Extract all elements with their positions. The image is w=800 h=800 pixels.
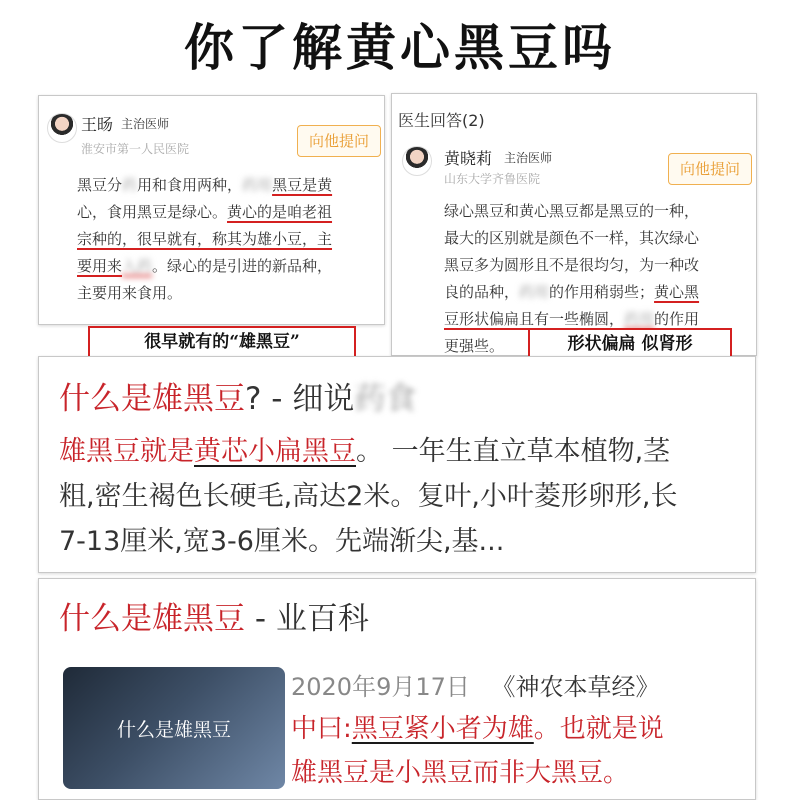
doctor-answer-card-right <box>391 93 757 356</box>
caption-left: 很早就有的“雄黑豆” <box>88 326 356 358</box>
answer-line: 宗种的，很早就有，称其为雄小豆，主 <box>77 230 333 248</box>
doctor-hospital: 淮安市第一人民医院 <box>81 142 190 156</box>
search-result-card-1[interactable] <box>38 356 756 573</box>
answer-line: 豆形状偏扁且有一些椭圆，药用的作用 <box>444 310 700 328</box>
snippet-line: 中曰:黑豆紧小者为雄。也就是说 <box>291 714 664 744</box>
snippet-line: 7-13厘米,宽3-6厘米。先端渐尖,基... <box>59 526 505 557</box>
doctor-name: 黄晓莉 <box>444 149 493 168</box>
search-result-title[interactable]: 什么是雄黑豆 - 业百科 <box>59 601 369 637</box>
page-title: 你了解黄心黑豆吗 <box>184 19 616 77</box>
thumbnail-caption: 什么是雄黑豆 <box>116 719 231 741</box>
doctor-answer-card-left <box>38 95 385 325</box>
search-result-snippet <box>59 429 749 564</box>
answer-line: 心，食用黑豆是绿心。黄心的是咱老祖 <box>77 203 333 221</box>
result-meta <box>291 667 660 702</box>
ask-doctor-button[interactable]: 向他提问 <box>668 153 752 185</box>
doctor-avatar <box>402 146 432 176</box>
search-result-title[interactable]: 什么是雄黑豆? - 细说药食 <box>59 381 417 417</box>
search-result-card-2[interactable] <box>38 578 756 800</box>
snippet-line: 雄黑豆是小黑豆而非大黑豆。 <box>291 758 630 788</box>
answer-line: 要用来入药。绿心的是引进的新品种， <box>77 257 333 275</box>
answers-header: 医生回答(2) <box>398 111 485 130</box>
answer-line: 黑豆多为圆形且不是很均匀，为一种改 <box>444 256 700 274</box>
doctor-name: 王旸 <box>81 115 114 134</box>
doctor-title: 主治医师 <box>121 117 170 131</box>
doctor-avatar <box>47 113 77 143</box>
ask-doctor-button[interactable]: 向他提问 <box>297 125 381 157</box>
answer-line: 主要用来食用。 <box>77 284 183 302</box>
search-result-snippet <box>291 707 751 795</box>
answer-line: 黑豆分药用和食用两种，药用黑豆是黄 <box>77 176 333 194</box>
video-thumbnail[interactable] <box>63 667 285 789</box>
answer-line: 绿心黑豆和黄心黑豆都是黑豆的一种， <box>444 202 700 220</box>
answer-line: 良的品种，药用的作用稍弱些；黄心黑 <box>444 283 700 301</box>
result-date: 2020年9月17日 <box>291 673 470 701</box>
answer-line: 最大的区别就是颜色不一样，其次绿心 <box>444 229 700 247</box>
caption-right: 形状偏扁 似肾形 <box>528 328 732 360</box>
doctor-title: 主治医师 <box>504 151 553 165</box>
doctor-hospital: 山东大学齐鲁医院 <box>444 172 541 186</box>
snippet-line: 粗,密生褐色长硬毛,高达2米。复叶,小叶菱形卵形,长 <box>59 481 678 512</box>
result-source: 《神农本草经》 <box>491 673 660 701</box>
answer-text <box>77 172 383 307</box>
answer-line: 更强些。 <box>444 337 505 355</box>
snippet-line: 雄黑豆就是黄芯小扁黑豆。 一年生直立草本植物,茎 <box>59 436 671 467</box>
